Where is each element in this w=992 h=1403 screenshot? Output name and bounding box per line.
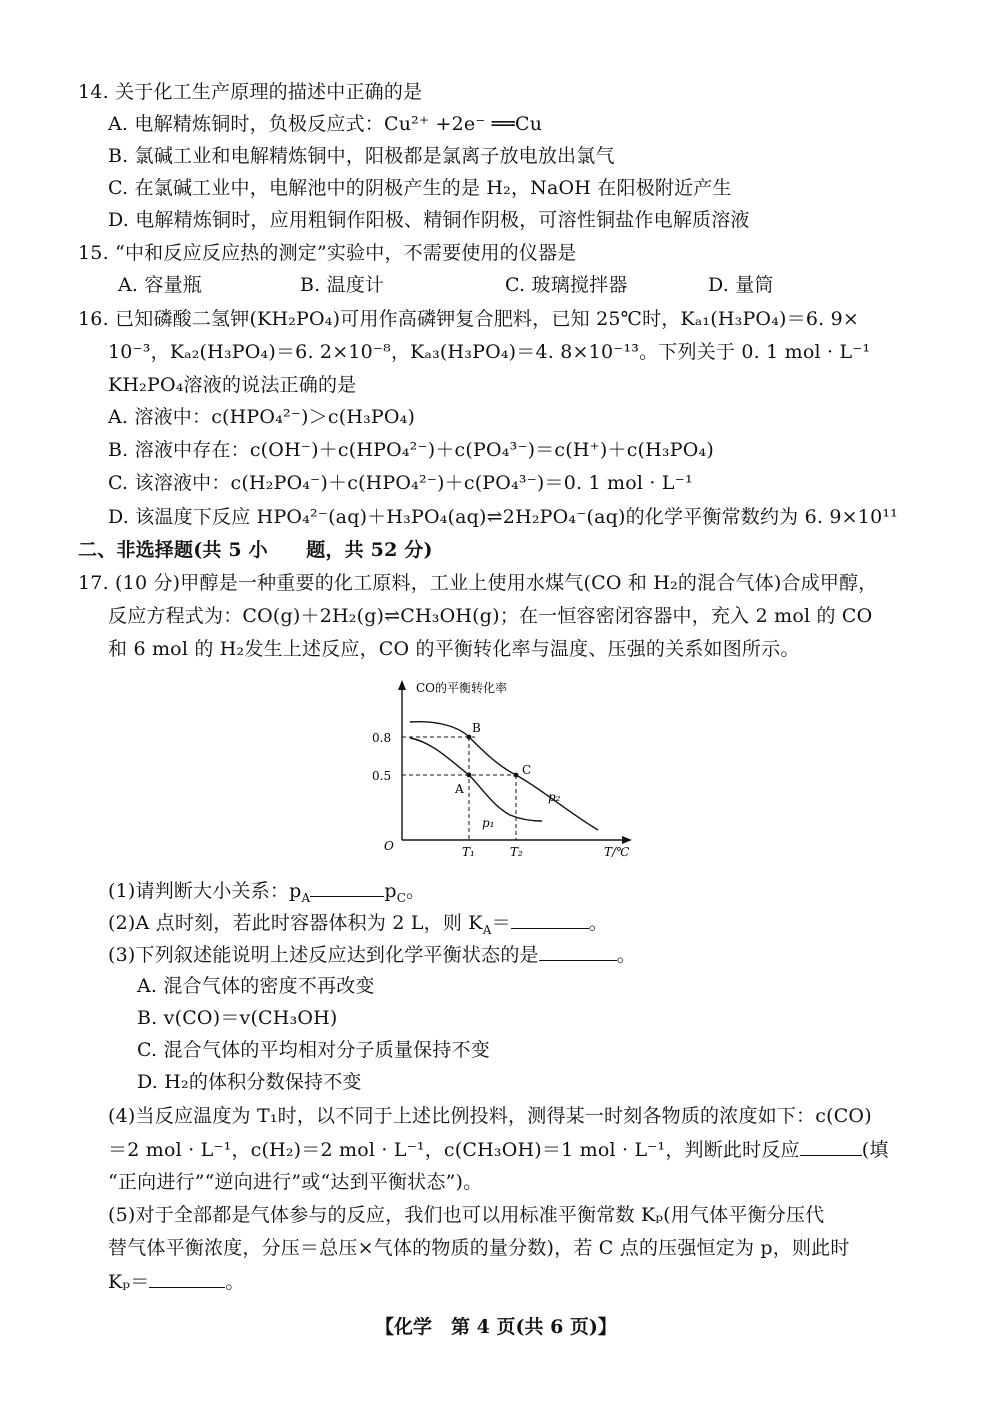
page-footer: 【化学 第 4 页(共 6 页)】: [375, 1316, 617, 1338]
origin-label: O: [384, 839, 394, 853]
q17-part3-option-d: D. H₂的体积分数保持不变: [137, 1071, 362, 1093]
xtick-t2: T₂: [510, 845, 523, 859]
q17-part3-option-c: C. 混合气体的平均相对分子质量保持不变: [137, 1039, 490, 1061]
q16-option-c: C. 该溶液中：c(H₂PO₄⁻)＋c(HPO₄²⁻)＋c(PO₄³⁻)＝0. 1 mol · L⁻¹: [108, 472, 693, 494]
q17-part3: [108, 942, 636, 967]
q15-option-c: C. 玻璃搅拌器: [505, 274, 628, 296]
q17-part1: [108, 878, 425, 910]
q16-line3: KH₂PO₄溶液的说法正确的是: [108, 374, 357, 396]
answer-blank-4[interactable]: [800, 1137, 862, 1156]
q17-part4-line2: [108, 1137, 889, 1162]
q17-part5-line3: [108, 1269, 245, 1294]
q14-stem: 14. 关于化工生产原理的描述中正确的是: [78, 81, 423, 103]
q14-option-a: A. 电解精炼铜时，负极反应式：Cu²⁺ +2e⁻ ══Cu: [108, 113, 543, 135]
q17-part3-option-a: A. 混合气体的密度不再改变: [137, 975, 375, 997]
q15-option-d: D. 量筒: [708, 274, 774, 296]
label-a: A: [455, 782, 464, 796]
q16-option-d: D. 该温度下反应 HPO₄²⁻(aq)＋H₃PO₄(aq)⇌2H₂PO₄⁻(aq)的化学平衡常数约为 6. 9×10¹¹: [108, 506, 899, 528]
label-p2: p₂: [548, 790, 561, 804]
q15-option-a: A. 容量瓶: [118, 274, 203, 296]
q16-option-a: A. 溶液中：c(HPO₄²⁻)＞c(H₃PO₄): [108, 406, 416, 428]
q16-option-b: B. 溶液中存在：c(OH⁻)＋c(HPO₄²⁻)＋c(PO₄³⁻)＝c(H⁺)＋c(H₃PO₄): [108, 439, 714, 461]
q16-line2: 10⁻³，Kₐ₂(H₃PO₄)＝6. 2×10⁻⁸，Kₐ₃(H₃PO₄)＝4. 8×10⁻¹³。下列关于 0. 1 mol · L⁻¹: [108, 341, 871, 363]
section-heading: 二、非选择题(共 5 小 题，共 52 分): [78, 539, 433, 561]
q17-part5-line2: 替气体平衡浓度，分压＝总压×气体的物质的量分数)，若 C 点的压强恒定为 p，则此时: [108, 1237, 850, 1259]
ytick-08: 0.8: [372, 731, 392, 745]
x-axis-arrow-icon: [622, 836, 632, 844]
q17-part4-line2-end: (填: [861, 1139, 889, 1161]
label-p1: p₁: [482, 816, 495, 830]
label-b: B: [472, 721, 481, 735]
q17-line2: 反应方程式为：CO(g)＋2H₂(g)⇌CH₃OH(g)；在一恒容密闭容器中，充入 2 mol 的 CO: [108, 605, 873, 627]
answer-blank-3[interactable]: [539, 942, 617, 961]
q17-part5-line3-end: 。: [225, 1271, 245, 1293]
q15-option-b: B. 温度计: [300, 274, 385, 296]
q17-part1-text: (1)请判断大小关系：p: [108, 880, 302, 902]
q17-part2-eq: ＝: [491, 912, 511, 934]
q14-option-c: C. 在氯碱工业中，电解池中的阴极产生的是 H₂，NaOH 在阳极附近产生: [108, 177, 732, 199]
q17-part1-end: 。: [406, 880, 426, 902]
q17-part2-text: (2)A 点时刻，若此时容器体积为 2 L，则 K: [108, 912, 483, 934]
q17-part4-line3: “正向进行”“逆向进行”或“达到平衡状态”)。: [108, 1171, 483, 1193]
q17-part5-line1: (5)对于全部都是气体参与的反应，我们也可以用标准平衡常数 Kₚ(用气体平衡分压代: [108, 1204, 825, 1226]
q16-line1: 16. 已知磷酸二氢钾(KH₂PO₄)可用作高磷钾复合肥料，已知 25℃时，Kₐ₁(H₃PO₄)＝6. 9×: [78, 308, 860, 330]
answer-blank-2[interactable]: [511, 910, 589, 929]
y-axis-arrow-icon: [398, 680, 406, 690]
q17-part3-text: (3)下列叙述能说明上述反应达到化学平衡状态的是: [108, 944, 539, 966]
q17-part2-sub: A: [482, 922, 492, 937]
label-c: C: [522, 763, 532, 777]
q17-part4-line2-text: ＝2 mol · L⁻¹，c(H₂)＝2 mol · L⁻¹，c(CH₃OH)＝1 mol · L⁻¹，判断此时反应: [108, 1139, 800, 1161]
q17-part1-sub-c: C: [396, 890, 407, 905]
answer-blank-5[interactable]: [149, 1269, 225, 1288]
q17-part4-line1: (4)当反应温度为 T₁时，以不同于上述比例投料，测得某一时刻各物质的浓度如下：c(CO): [108, 1105, 872, 1127]
q17-part5-line3-text: Kₚ＝: [108, 1271, 150, 1293]
q17-part1-sub-a: A: [301, 890, 311, 905]
q14-option-d: D. 电解精炼铜时，应用粗铜作阳极、精铜作阴极，可溶性铜盐作电解质溶液: [108, 209, 750, 231]
answer-blank-1[interactable]: [310, 878, 384, 897]
q17-line3: 和 6 mol 的 H₂发生上述反应，CO 的平衡转化率与温度、压强的关系如图所示。: [108, 638, 800, 660]
point-c: [514, 773, 519, 778]
q17-part3-end: 。: [616, 944, 636, 966]
curve-p1: [410, 738, 542, 821]
curve-p2: [410, 722, 598, 830]
point-a: [467, 773, 472, 778]
q17-part3-option-b: B. v(CO)＝v(CH₃OH): [137, 1007, 338, 1029]
q17-part2-end: 。: [588, 912, 608, 934]
point-b: [467, 735, 472, 740]
ytick-05: 0.5: [372, 769, 392, 783]
q15-stem: 15. “中和反应反应热的测定”实验中，不需要使用的仪器是: [78, 242, 577, 264]
q14-option-b: B. 氯碱工业和电解精炼铜中，阳极都是氯离子放电放出氯气: [108, 145, 615, 167]
q17-part1-p: p: [384, 880, 397, 902]
figure-xlabel: T/℃: [604, 845, 630, 859]
q17-line1: 17. (10 分)甲醇是一种重要的化工原料，工业上使用水煤气(CO 和 H₂的混合气体)合成甲醇，: [78, 572, 878, 594]
q17-part2: [108, 910, 608, 942]
figure-ylabel: CO的平衡转化率: [416, 681, 508, 695]
xtick-t1: T₁: [462, 845, 475, 859]
equilibrium-conversion-figure: [370, 670, 640, 870]
